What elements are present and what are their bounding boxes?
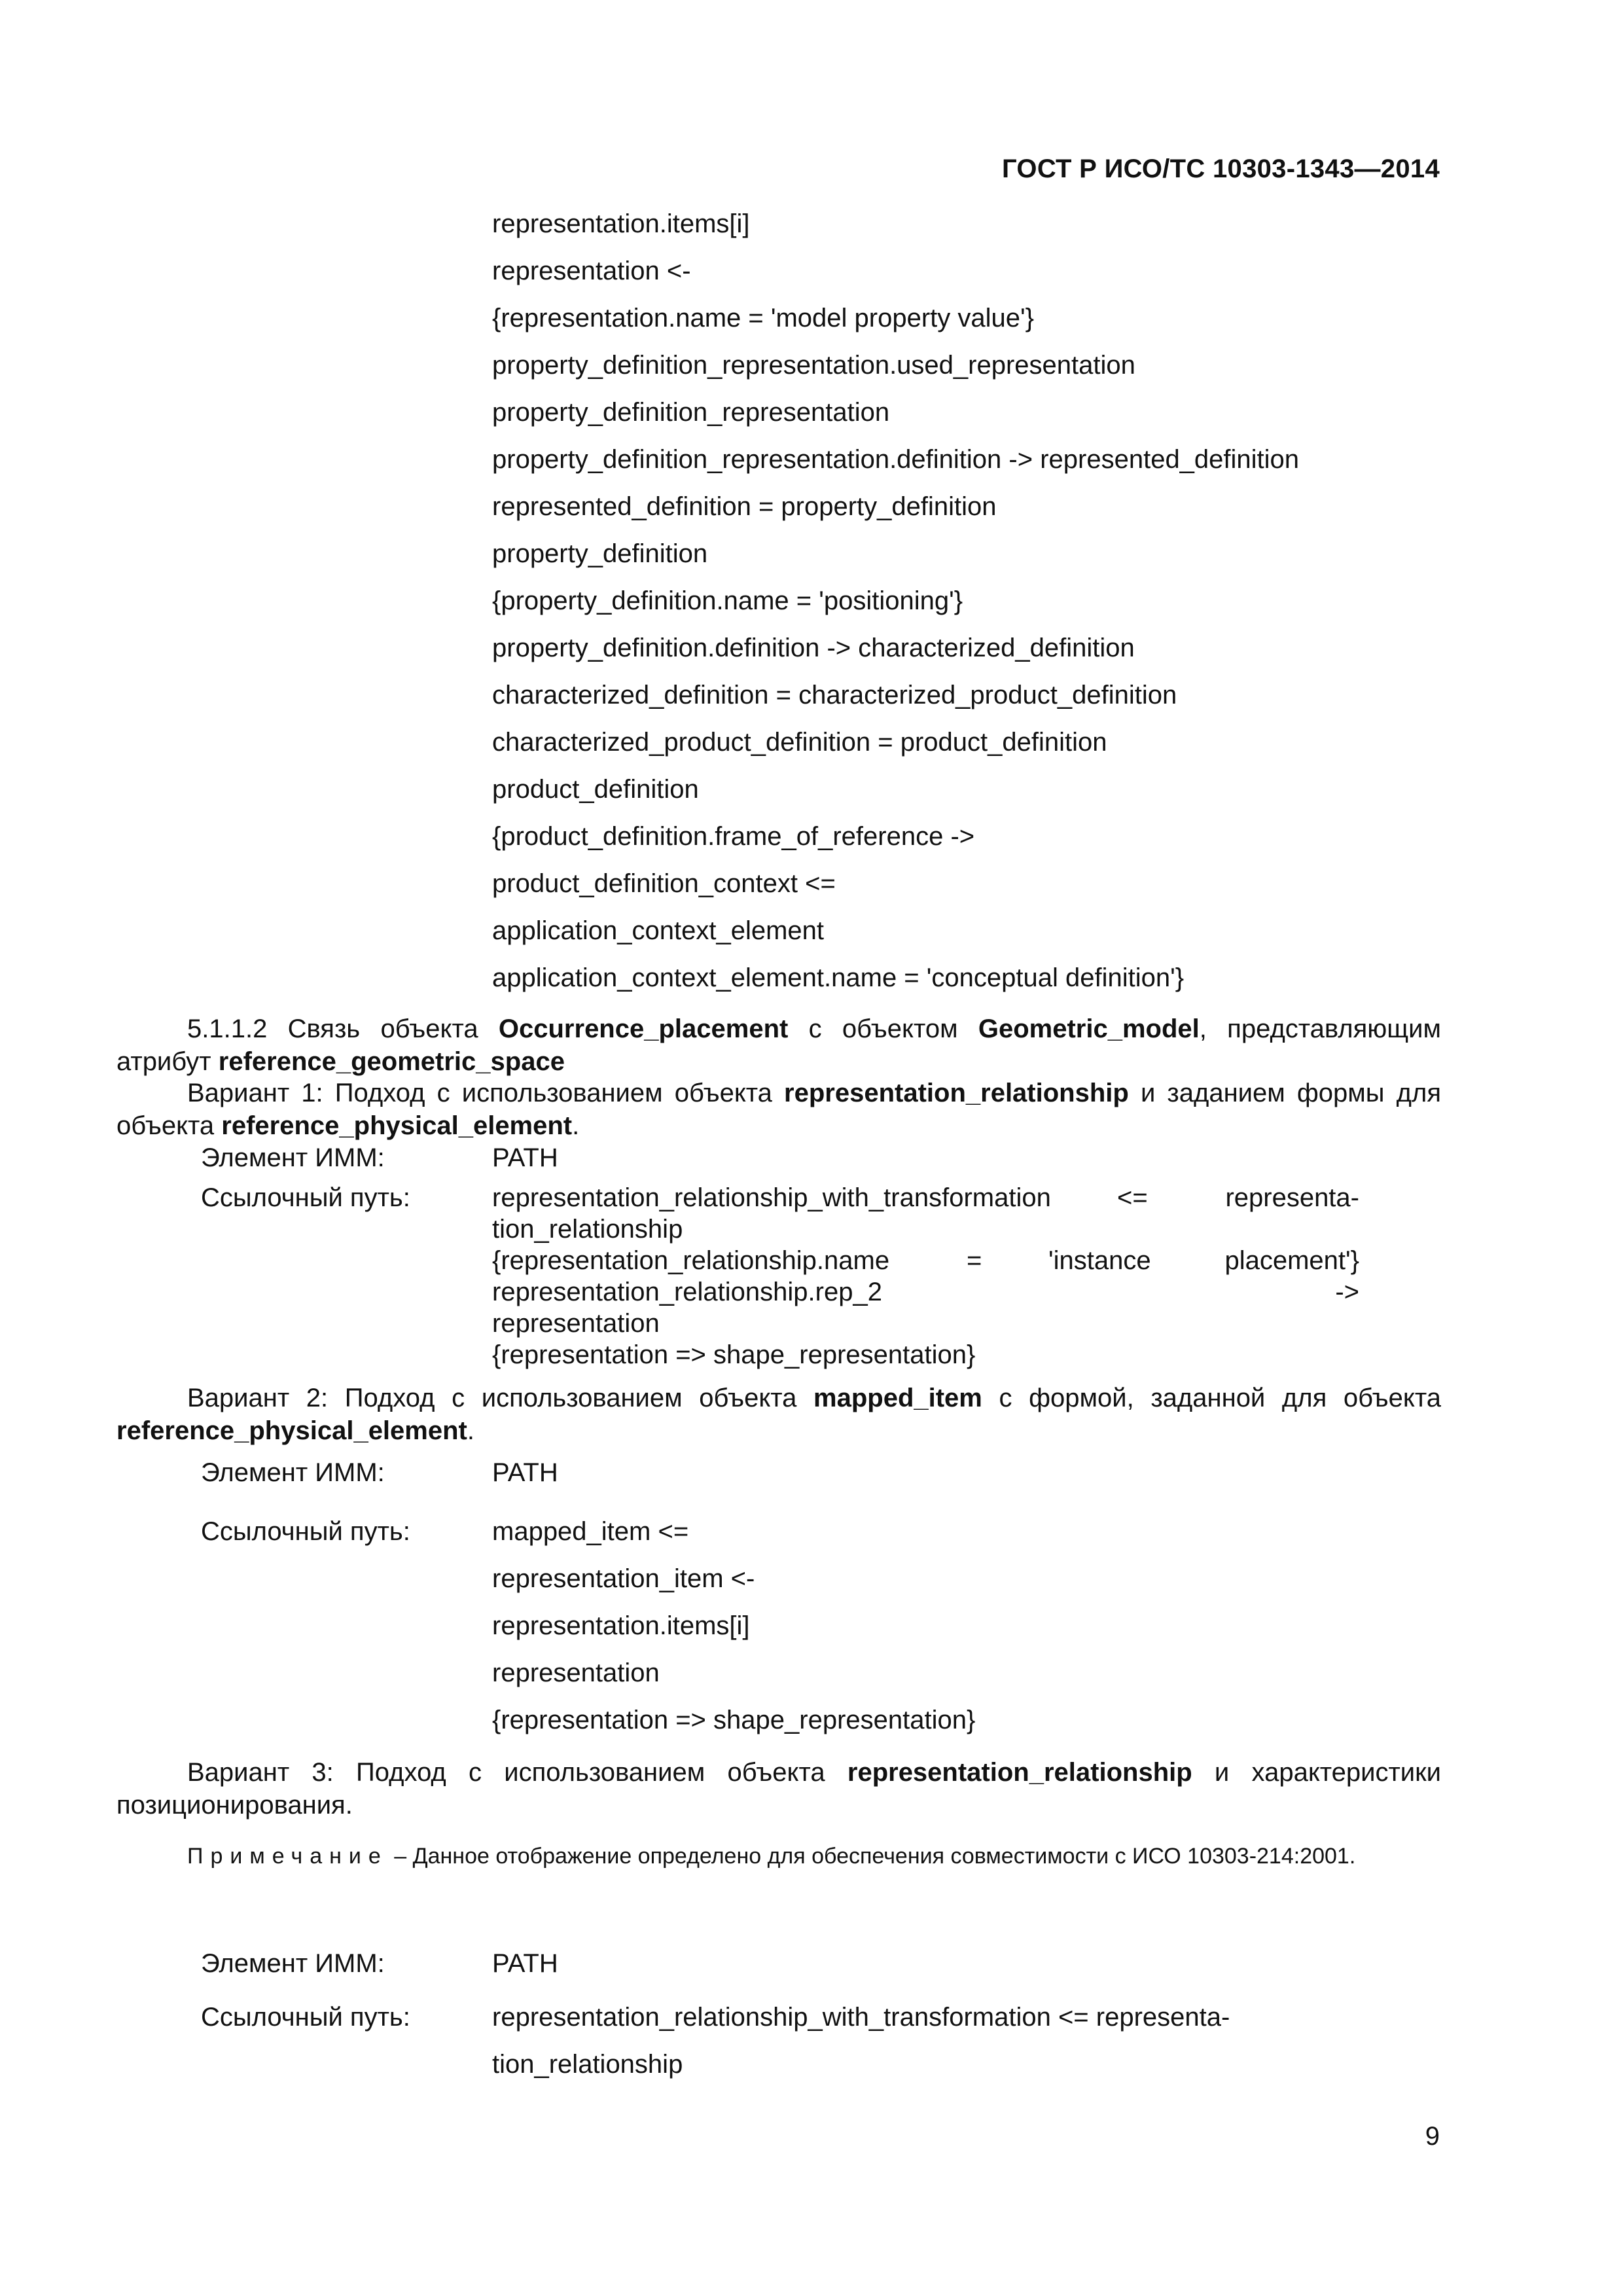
path-line: tion_relationship [492,2050,683,2079]
ref-path-label: Ссылочный путь: [201,1517,410,1546]
text-run: Вариант 3: Подход с использованием объекта [187,1758,847,1787]
object-name: mapped_item [813,1384,982,1412]
text-run: <= [1117,1183,1148,1212]
path-line: characterized_definition = characterized_product_definition [492,681,1177,709]
path-line: mapped_item <= [492,1517,689,1546]
text-run: Вариант 2: Подход с использованием объекта [187,1384,814,1412]
element-value: PATH [492,1458,558,1487]
path-line: representation [492,1659,660,1687]
path-line: {property_definition.name = 'positioning'} [492,586,963,615]
path-line: representation.items[i] [492,1611,750,1640]
variant-2-paragraph [116,1382,1441,1447]
path-line: {representation => shape_representation} [492,1340,976,1369]
text-run: = [967,1246,982,1275]
text-run: representa- [1225,1183,1359,1212]
attribute-name: reference_geometric_space [218,1047,565,1076]
path-line: {representation => shape_representation} [492,1706,976,1734]
element-label: Элемент ИММ: [201,1458,385,1487]
ref-path-label: Ссылочный путь: [201,2003,410,2032]
path-line: representation [492,1309,660,1338]
section-heading-paragraph [116,1013,1441,1078]
path-line-spread [492,1276,1359,1308]
text-run: и характеристики позиционирования. [116,1758,1441,1820]
element-label: Элемент ИММ: [201,1949,385,1978]
path-line: product_definition [492,775,699,804]
text-run: {representation_relationship.name [492,1246,890,1275]
path-line: {representation.name = 'model property value'} [492,304,1035,332]
path-line: representation_item <- [492,1564,755,1593]
variant-1-paragraph [116,1077,1441,1142]
path-line: product_definition_context <= [492,869,836,898]
text-run: . [572,1111,580,1140]
path-line-spread [492,1182,1359,1213]
path-line: property_definition_representation.used_representation [492,351,1135,380]
element-label: Элемент ИММ: [201,1143,385,1172]
path-line-spread [492,1245,1359,1276]
text-run: representation_relationship_with_transformation [492,1183,1051,1212]
text-run: – Данное отображение определено для обеспечения совместимости с ИСО 10303-214:2001. [387,1844,1356,1869]
object-name: representation_relationship [784,1079,1129,1107]
text-run: и заданием формы для объекта [116,1079,1441,1140]
page-number: 9 [1425,2122,1440,2151]
element-value: PATH [492,1949,558,1978]
path-line: characterized_product_definition = product_definition [492,728,1107,757]
path-line: {product_definition.frame_of_reference -> [492,822,975,851]
object-name: Occurrence_placement [498,1014,789,1043]
section-number: 5.1.1.2 Связь объекта [187,1014,499,1043]
text-run: 'instance [1048,1246,1151,1275]
object-name: representation_relationship [847,1758,1192,1787]
path-line: application_context_element.name = 'conceptual definition'} [492,963,1185,992]
path-line: tion_relationship [492,1215,683,1244]
path-line: representation.items[i] [492,209,750,238]
path-line: property_definition_representation.definition -> represented_definition [492,445,1300,474]
path-line: representation <- [492,257,691,285]
object-name: reference_physical_element [221,1111,573,1140]
text-run: representation_relationship.rep_2 [492,1278,882,1306]
text-run: . [467,1416,474,1445]
text-run: placement'} [1224,1246,1359,1275]
standard-code-header: ГОСТ Р ИСО/ТС 10303-1343—2014 [1001,154,1440,183]
note-paragraph [116,1840,1441,1873]
path-line: representation_relationship_with_transformation <= representa- [492,2003,1230,2032]
path-line: property_definition [492,539,708,568]
text-run: , представляющим атрибут [116,1014,1441,1076]
text-run: -> [1335,1278,1359,1306]
ref-path-label: Ссылочный путь: [201,1183,410,1212]
path-line: property_definition.definition -> characterized_definition [492,634,1135,662]
text-run: с объектом [788,1014,978,1043]
path-line: property_definition_representation [492,398,890,427]
path-line: represented_definition = property_definition [492,492,997,521]
text-run: Вариант 1: Подход с использованием объекта [187,1079,785,1107]
object-name: reference_physical_element [116,1416,467,1445]
element-value: PATH [492,1143,558,1172]
text-run: с формой, заданной для объекта [982,1384,1441,1412]
variant-3-paragraph [116,1756,1441,1821]
object-name: Geometric_model [978,1014,1200,1043]
path-line: application_context_element [492,916,825,945]
note-label: Примечание [187,1844,388,1869]
